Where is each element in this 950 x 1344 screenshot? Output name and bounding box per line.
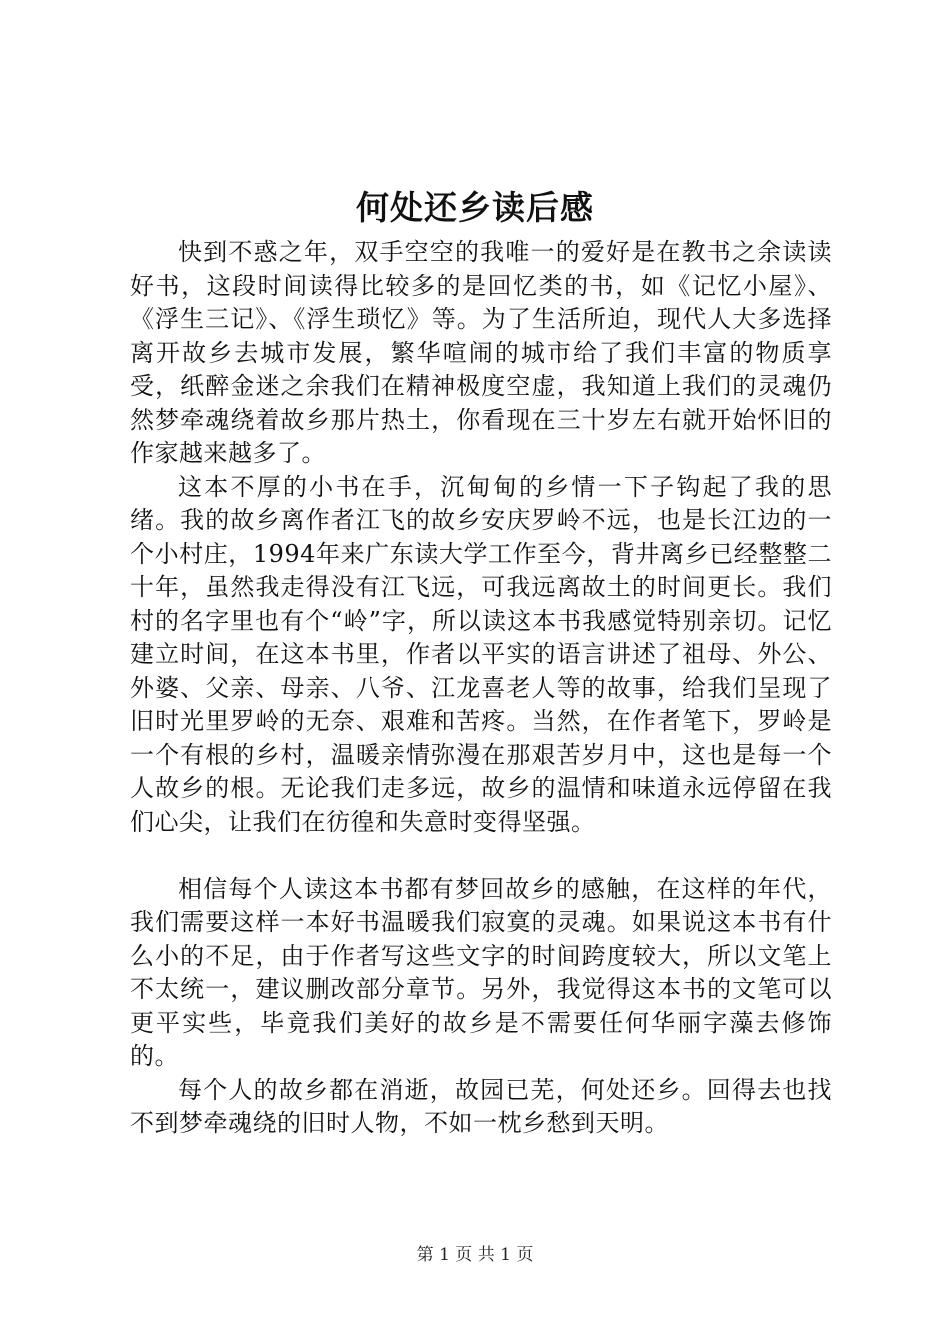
paragraph-3: 相信每个人读这本书都有梦回故乡的感触，在这样的年代，我们需要这样一本好书温暖我们寂寞的灵魂。如果说这本书有什么小的不足，由于作者写这些文字的时间跨度较大，所以文笔上不太统一，建议删改部分章节。另外，我觉得这本书的文笔可以更平实些，毕竟我们美好的故乡是不需要任何华丽字藻去修饰的。 xyxy=(130,874,832,1070)
article-body xyxy=(130,236,832,1141)
paragraph-2: 这本不厚的小书在手，沉甸甸的乡情一下子钩起了我的思绪。我的故乡离作者江飞的故乡安庆罗岭不远，也是长江边的一个小村庄，1994年来广东读大学工作至今，背井离乡已经整整二十年，虽然我走得没有江飞远，可我远离故土的时间更长。我们村的名字里也有个“岭”字，所以读这本书我感觉特别亲切。记忆建立时间，在这本书里，作者以平实的语言讲述了祖母、外公、外婆、父亲、母亲、八爷、江龙喜老人等的故事，给我们呈现了旧时光里罗岭的无奈、艰难和苦疼。当然，在作者笔下，罗岭是一个有根的乡村，温暖亲情弥漫在那艰苦岁月中，这也是每一个人故乡的根。无论我们走多远，故乡的温情和味道永远停留在我们心尖，让我们在彷徨和失意时变得坚强。 xyxy=(130,472,832,836)
paragraph-4: 每个人的故乡都在消逝，故园已芜，何处还乡。回得去也找不到梦牵魂绕的旧时人物，不如一枕乡愁到天明。 xyxy=(130,1075,832,1137)
page-title: 何处还乡读后感 xyxy=(356,188,594,227)
page-number-footer: 第 1 页 共 1 页 xyxy=(416,1245,534,1265)
paragraph-1: 快到不惑之年，双手空空的我唯一的爱好是在教书之余读读好书，这段时间读得比较多的是回忆类的书，如《记忆小屋》、《浮生三记》、《浮生琐忆》等。为了生活所迫，现代人大多选择离开故乡去城市发展，繁华喧闹的城市给了我们丰富的物质享受，纸醉金迷之余我们在精神极度空虚，我知道上我们的灵魂仍然梦牵魂绕着故乡那片热土，你看现在三十岁左右就开始怀旧的作家越来越多了。 xyxy=(130,238,832,467)
